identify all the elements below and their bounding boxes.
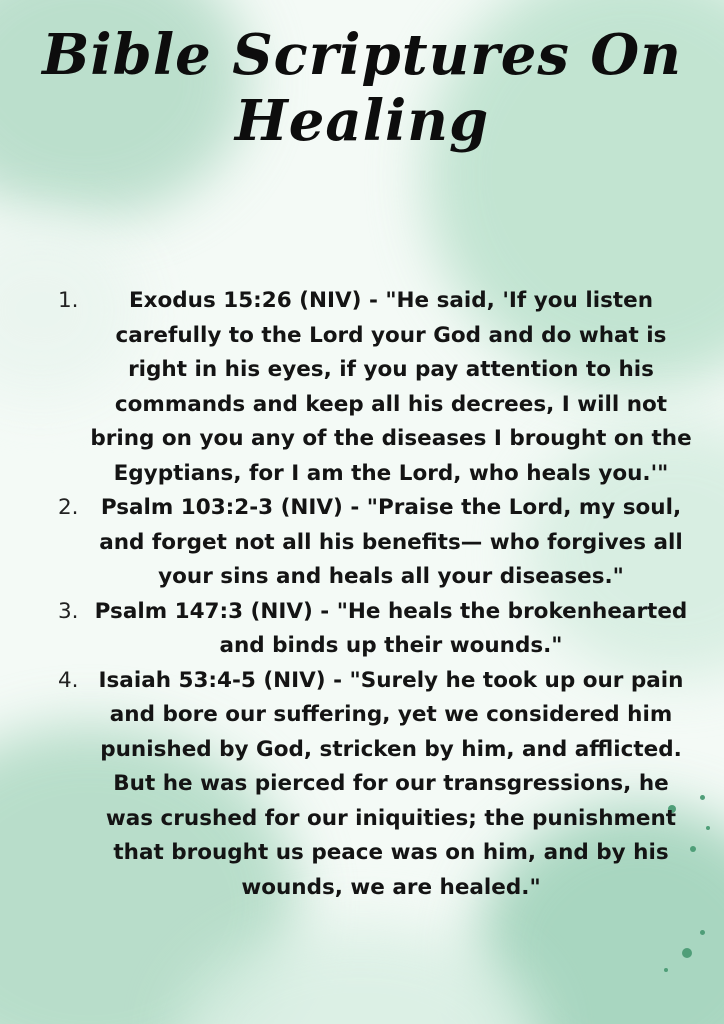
scripture-text: Exodus 15:26 (NIV) - "He said, 'If you listen carefully to the Lord your God and do what is right in his eyes, if you pay attention to his commands and keep all his decrees, I will not bring on you any of the diseases I brought on the Egyptians, for I am the Lord, who heals you.'" (90, 288, 692, 486)
scripture-list (48, 284, 694, 905)
title-line-2: Healing (234, 88, 490, 154)
list-number: 3. (58, 598, 79, 624)
scripture-item-2 (48, 491, 694, 595)
paint-speck (664, 968, 668, 972)
paint-speck (706, 826, 710, 830)
list-number: 2. (58, 495, 79, 520)
scripture-item-4 (48, 664, 694, 906)
scripture-item-3 (48, 595, 694, 664)
paint-speck (700, 795, 705, 800)
paint-speck (700, 930, 705, 935)
list-number: 4. (58, 667, 79, 693)
page-title (0, 22, 724, 154)
paint-speck (682, 948, 692, 958)
scripture-text: Psalm 103:2-3 (NIV) - "Praise the Lord, my soul, and forget not all his benefits— who forgives all your sins and heals all your diseases." (99, 495, 683, 589)
scripture-text: Psalm 147:3 (NIV) - "He heals the brokenhearted and binds up their wounds." (94, 598, 688, 658)
scripture-text: Isaiah 53:4-5 (NIV) - "Surely he took up our pain and bore our suffering, yet we considered him punished by God, stricken by him, and afflicted. But he was pierced for our transgressions, he was crushed for our iniquities; the punishment that brought us peace was on him, and by his wounds, we are healed." (98, 667, 684, 900)
list-number: 1. (58, 288, 79, 313)
title-line-1: Bible Scriptures On (42, 22, 682, 88)
scripture-item-1 (48, 284, 694, 491)
